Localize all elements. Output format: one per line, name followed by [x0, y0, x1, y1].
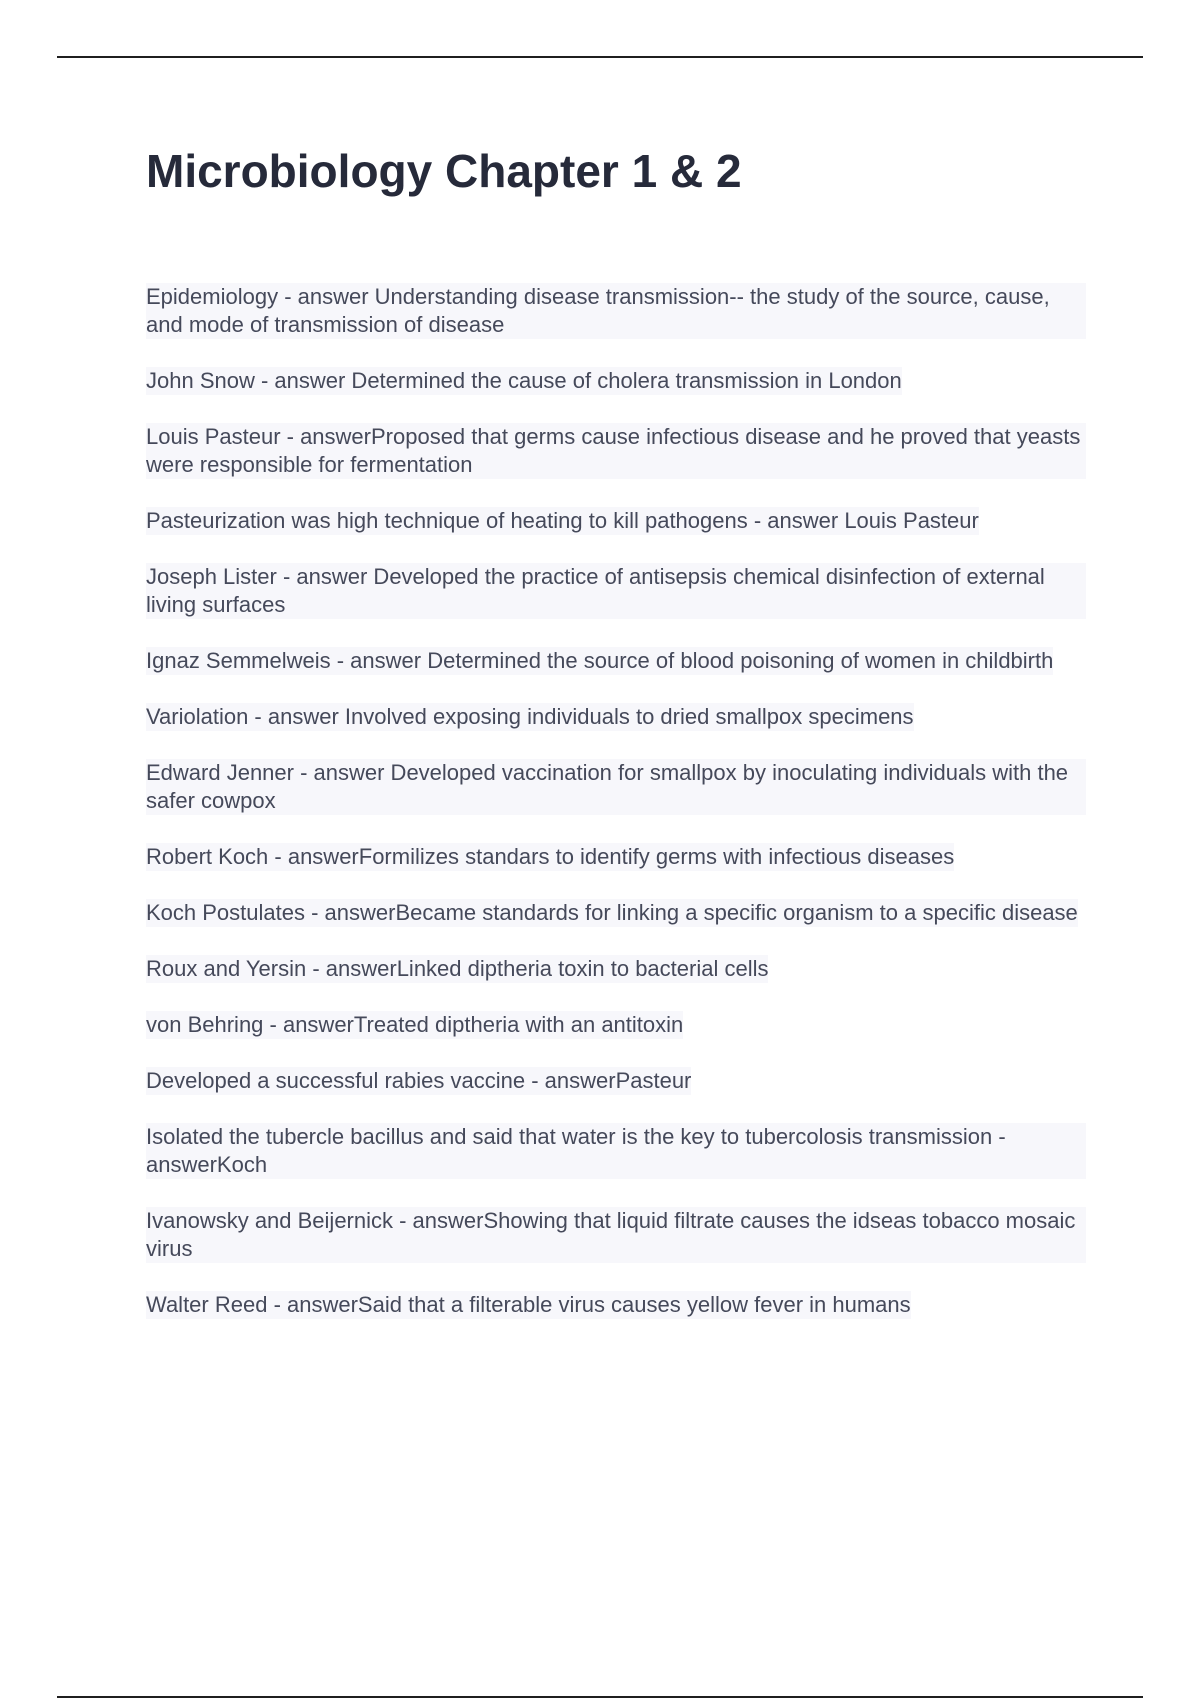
top-rule — [57, 56, 1143, 58]
entry-item: Koch Postulates - answerBecame standards for linking a specific organism to a specific disease — [146, 900, 1078, 925]
entry-item: John Snow - answer Determined the cause of cholera transmission in London — [146, 368, 902, 393]
entry-item: Developed a successful rabies vaccine - answerPasteur — [146, 1068, 692, 1093]
entry-item: Walter Reed - answerSaid that a filterable virus causes yellow fever in humans — [146, 1292, 911, 1317]
entry-item: Pasteurization was high technique of heating to kill pathogens - answer Louis Pasteur — [146, 508, 979, 533]
entry-item: Edward Jenner - answer Developed vaccination for smallpox by inoculating individuals with the safer cowpox — [146, 759, 1086, 815]
entry-item: Ignaz Semmelweis - answer Determined the source of blood poisoning of women in childbirth — [146, 648, 1054, 673]
page-title: Microbiology Chapter 1 & 2 — [146, 145, 742, 197]
entry-item: Roux and Yersin - answerLinked diptheria toxin to bacterial cells — [146, 956, 769, 981]
bottom-rule — [57, 1696, 1143, 1698]
entry-item: Robert Koch - answerFormilizes standars to identify germs with infectious diseases — [146, 844, 955, 869]
entry-item: Isolated the tubercle bacillus and said that water is the key to tubercolosis transmission - answerKoch — [146, 1123, 1086, 1179]
entry-list — [146, 283, 1086, 1347]
entry-item: Epidemiology - answer Understanding disease transmission-- the study of the source, cause, and mode of transmission of disease — [146, 283, 1086, 339]
entry-item: Joseph Lister - answer Developed the practice of antisepsis chemical disinfection of external living surfaces — [146, 563, 1086, 619]
entry-item: von Behring - answerTreated diptheria with an antitoxin — [146, 1012, 684, 1037]
entry-item: Variolation - answer Involved exposing individuals to dried smallpox specimens — [146, 704, 914, 729]
entry-item: Louis Pasteur - answerProposed that germs cause infectious disease and he proved that yeasts were responsible for fermentation — [146, 423, 1086, 479]
entry-item: Ivanowsky and Beijernick - answerShowing that liquid filtrate causes the idseas tobacco mosaic virus — [146, 1207, 1086, 1263]
